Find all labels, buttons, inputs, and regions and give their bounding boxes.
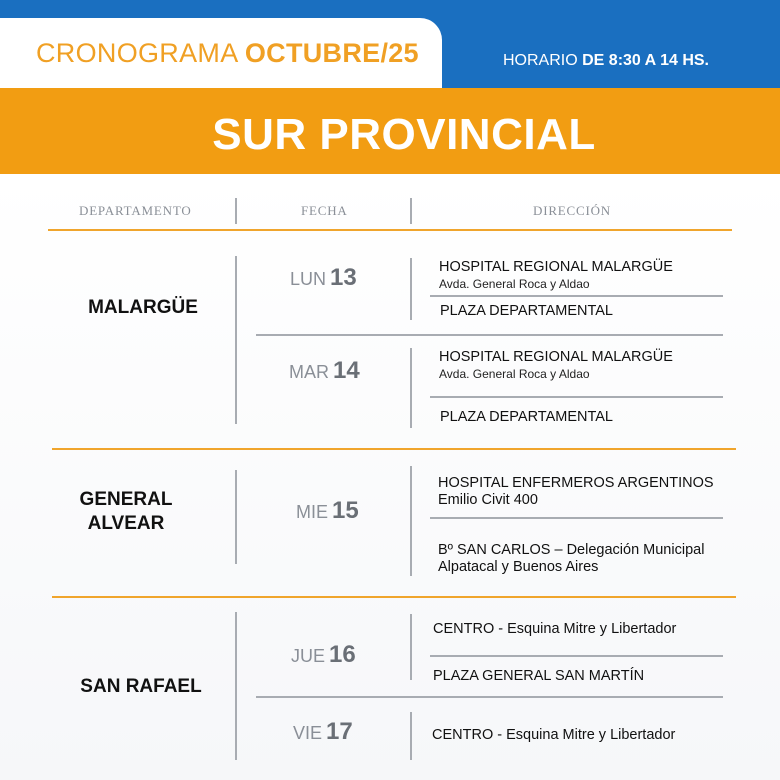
column-header-direccion: DIRECCIÓN [533, 203, 611, 218]
date-mar-14 [289, 357, 360, 385]
cronograma-month: OCTUBRE/25 [244, 38, 419, 68]
date-separator [256, 696, 723, 698]
row-separator [430, 396, 723, 398]
row-separator [430, 517, 723, 519]
location-name: CENTRO - Esquina Mitre y Libertador [433, 621, 677, 637]
date-jue-16 [291, 641, 356, 669]
department-divider [235, 256, 237, 424]
date-divider [410, 614, 412, 680]
location-name: PLAZA GENERAL SAN MARTÍN [433, 668, 645, 684]
location-address: Avda. General Roca y Aldao [439, 367, 590, 381]
horario-prefix: HORARIO [503, 52, 578, 69]
department-separator [52, 596, 736, 598]
date-divider [410, 258, 412, 320]
department-divider [235, 612, 237, 760]
date-divider [410, 712, 412, 760]
location-address: Avda. General Roca y Aldao [439, 277, 590, 291]
header-divider [410, 198, 412, 224]
date-number: 13 [330, 264, 357, 291]
header-divider [235, 198, 237, 224]
location-address: Alpatacal y Buenos Aires [438, 559, 599, 575]
row-separator [430, 295, 723, 297]
row-separator [430, 655, 723, 657]
date-separator [256, 334, 723, 336]
date-number: 16 [329, 641, 356, 668]
date-day: LUN [290, 269, 327, 289]
region-title: SUR PROVINCIAL [212, 110, 596, 159]
date-number: 15 [332, 497, 359, 524]
date-number: 14 [333, 357, 360, 384]
department-general-alvear [30, 488, 222, 536]
department-line: ALVEAR [87, 513, 165, 534]
location-name: PLAZA DEPARTAMENTAL [440, 409, 613, 425]
department-line: GENERAL [79, 489, 173, 510]
horario-text [503, 52, 709, 70]
location-name: CENTRO - Esquina Mitre y Libertador [432, 727, 676, 743]
location-name: PLAZA DEPARTAMENTAL [440, 303, 613, 319]
date-divider [410, 466, 412, 576]
date-day: MIE [296, 502, 329, 522]
cronograma-prefix: CRONOGRAMA [36, 38, 238, 68]
date-divider [410, 348, 412, 428]
header-separator [48, 229, 732, 231]
column-header-fecha: FECHA [301, 203, 348, 218]
date-day: JUE [291, 646, 326, 666]
date-mie-15 [296, 497, 359, 525]
department-san-rafael: SAN RAFAEL [80, 676, 202, 697]
location-name: HOSPITAL REGIONAL MALARGÜE [439, 349, 673, 365]
department-separator [52, 448, 736, 450]
date-vie-17 [293, 718, 353, 746]
location-name: HOSPITAL REGIONAL MALARGÜE [439, 259, 673, 275]
date-number: 17 [326, 718, 353, 745]
column-header-departamento: DEPARTAMENTO [79, 203, 192, 218]
date-day: MAR [289, 362, 329, 382]
location-name: HOSPITAL ENFERMEROS ARGENTINOS [438, 475, 714, 491]
location-name: Bº SAN CARLOS – Delegación Municipal [438, 542, 705, 558]
location-address: Emilio Civit 400 [438, 492, 538, 508]
department-divider [235, 470, 237, 564]
horario-value: DE 8:30 A 14 HS. [582, 52, 709, 69]
cronograma-title [36, 38, 419, 69]
date-day: VIE [293, 723, 323, 743]
date-lun-13 [290, 264, 357, 292]
department-malargue: MALARGÜE [88, 297, 198, 318]
